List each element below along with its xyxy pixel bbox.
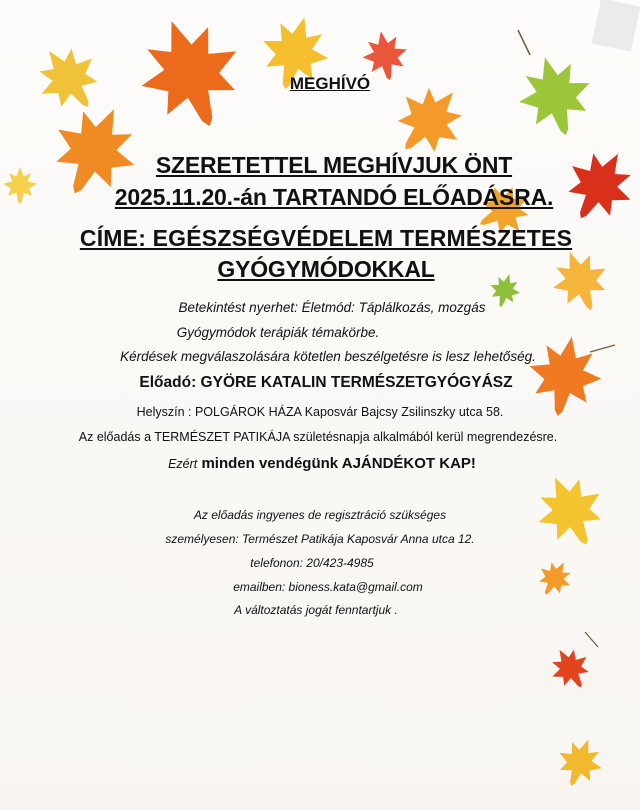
leaf-stem-line-3 — [585, 632, 598, 647]
headline-line-1: SZERETETTEL MEGHÍVJUK ÖNT — [155, 152, 513, 178]
change-notice: A változtatás jogát fenntartjuk . — [234, 603, 398, 617]
gift-text — [2, 455, 640, 472]
gift-prefix: Ezért — [168, 457, 198, 471]
questions-text: Kérdések megválaszolására kötetlen beszélgetésre is lesz lehetőség. — [120, 349, 536, 364]
gift-main: minden vendégünk AJÁNDÉKOT KAP! — [201, 455, 476, 472]
insight-text: Betekintést nyerhet: Életmód: Táplálkozás, mozgás — [178, 300, 486, 315]
headline-line-3: CÍME: EGÉSZSÉGVÉDELEM TERMÉSZETES — [79, 225, 573, 251]
headline-line-4: GYÓGYMÓDOKKAL — [217, 256, 435, 282]
registration-email: emailben: bioness.kata@gmail.com — [233, 580, 423, 594]
occasion-text: Az előadás a TERMÉSZET PATIKÁJA születésnapja alkalmából kerül megrendezésre. — [78, 430, 558, 444]
location-text: Helyszín : POLGÁROK HÁZA Kaposvár Bajcsy Zsilinszky utca 58. — [136, 405, 504, 419]
therapies-text: Gyógymódok terápiák témakörbe. — [176, 325, 380, 340]
registration-free: Az előadás ingyenes de regisztráció szükséges — [193, 508, 447, 522]
registration-in-person: személyesen: Természet Patikája Kaposvár Anna utca 12. — [165, 532, 475, 546]
leaf-green-right — [510, 48, 601, 145]
registration-phone: telefonon: 20/423-4985 — [250, 556, 374, 570]
leaf-yellow-bottom — [550, 732, 609, 794]
headline-line-2: 2025.11.20.-án TARTANDÓ ELŐADÁSRA. — [114, 184, 554, 210]
page-title: MEGHÍVÓ — [289, 74, 371, 93]
presenter-text: Előadó: GYÖRE KATALIN TERMÉSZETGYÓGYÁSZ — [139, 374, 513, 391]
leaf-stem-line-1 — [518, 30, 530, 55]
leaf-red-bottom — [543, 640, 599, 697]
paper-scrap — [592, 0, 640, 52]
